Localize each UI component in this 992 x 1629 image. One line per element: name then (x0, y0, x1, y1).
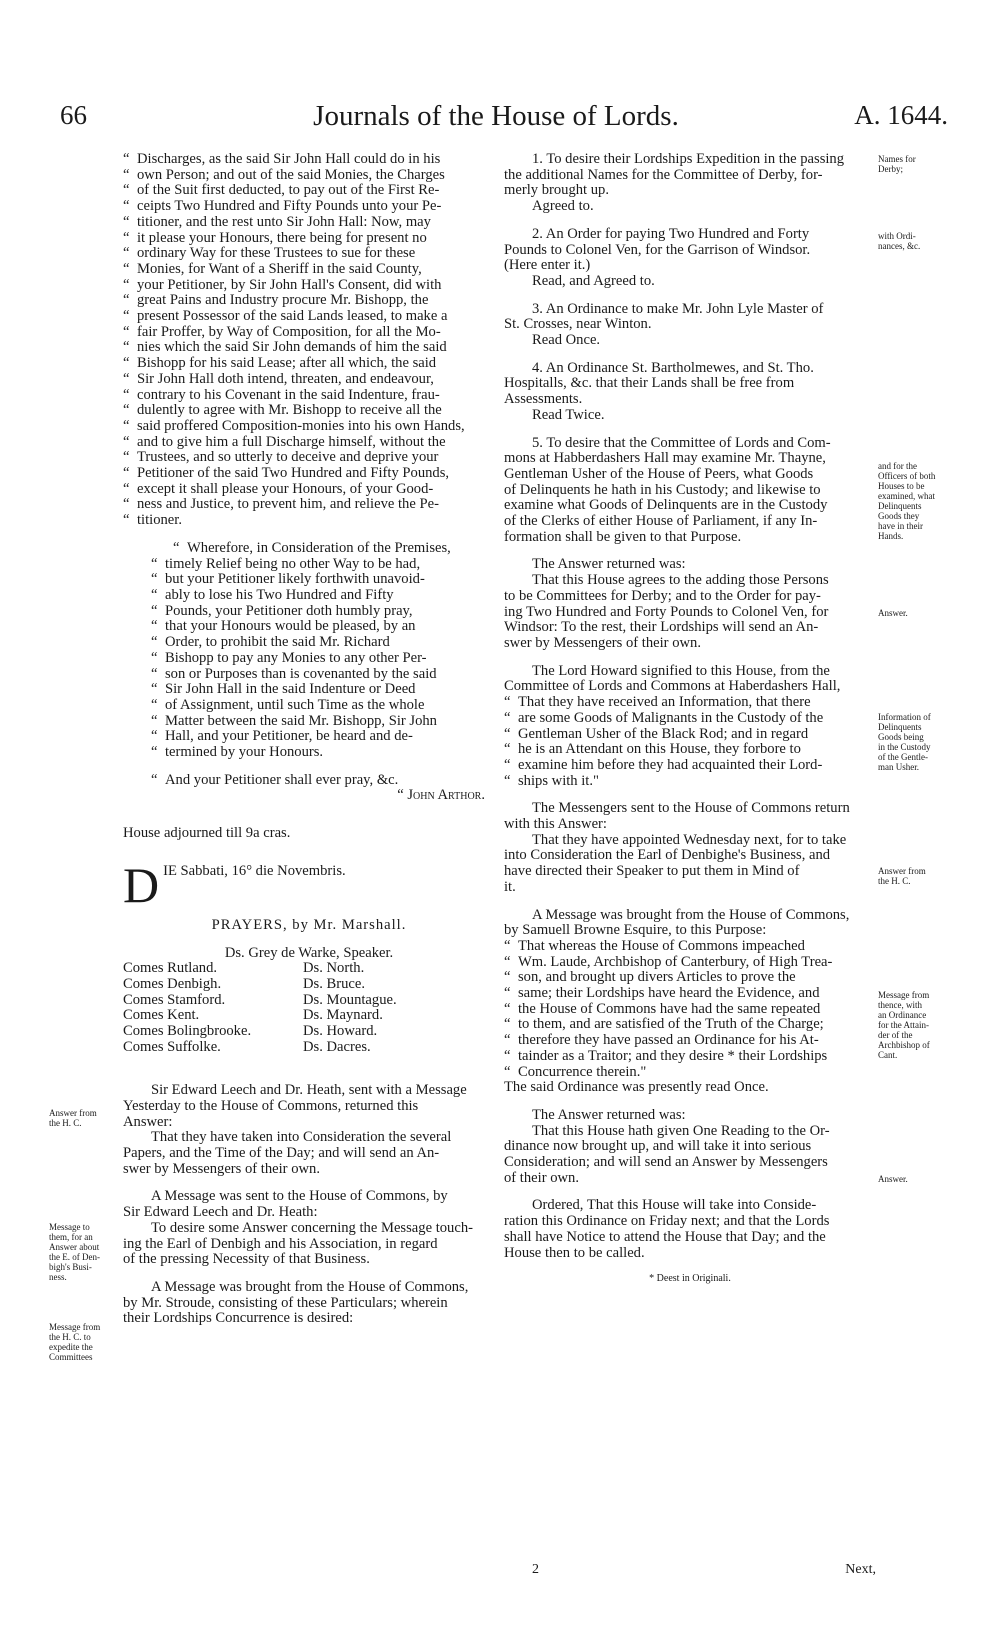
text-line: the E. of Den- (49, 1252, 100, 1262)
text-line: merly brought up. (504, 182, 609, 199)
members-left-list (123, 961, 251, 1055)
page-number: 66 (60, 100, 87, 130)
text-line: “ to them, and are satisfied of the Truth of the Charge; (504, 1016, 824, 1033)
text-line: 2. An Order for paying Two Hundred and Forty (532, 225, 810, 242)
text-line: Ds. North. (303, 960, 365, 977)
text-line: Delinquents (878, 501, 922, 511)
text-line: That they have appointed Wednesday next, for to take (532, 831, 847, 848)
text-line: “ nies which the said Sir John demands of him the said (123, 339, 447, 356)
text-line: Hands. (878, 531, 904, 541)
catchword: Next, (845, 1562, 876, 1577)
text-line: “ Matter between the said Mr. Bishopp, Sir John (151, 712, 437, 729)
item-4-read: Read Twice. (532, 406, 605, 423)
text-line: “ of Assignment, until such Time as the whole (151, 696, 425, 713)
text-line: “ of the Suit first deducted, to pay out of the First Re- (123, 182, 440, 199)
text-line: with Ordi- (878, 231, 916, 241)
members-right-list (303, 961, 397, 1055)
text-line: Goods they (878, 511, 920, 521)
text-line: Answer. (878, 608, 908, 618)
text-line: examine what Goods of Delinquents are in the Custody (504, 497, 828, 514)
text-line: “ ordinary Way for these Trustees to sue for these (123, 245, 416, 262)
text-line: “ Hall, and your Petitioner, be heard and de- (151, 728, 413, 745)
text-line: Names for (878, 154, 916, 164)
text-line: shall have Notice to attend the House that Day; and the (504, 1228, 826, 1245)
text-line: Gentleman Usher of the House of Peers, what Goods (504, 465, 814, 482)
text-line: Goods being (878, 732, 924, 742)
text-line: “ Order, to prohibit the said Mr. Richard (151, 634, 390, 651)
text-line: “ ness and Justice, to prevent him, and relieve the Pe- (123, 496, 439, 513)
text-line: Ds. Dacres. (303, 1038, 371, 1055)
text-line: “ it please your Honours, there being for present no (123, 229, 427, 246)
answer-returned-heading-2: The Answer returned was: (532, 1106, 686, 1123)
text-line: Answer about (49, 1242, 100, 1252)
text-line: Papers, and the Time of the Day; and will send an An- (123, 1145, 440, 1162)
text-line: in the Custody (878, 742, 931, 752)
text-line: “ titioner, and the rest unto Sir John Hall: Now, may (123, 213, 431, 230)
text-line: into Consideration the Earl of Denbighe's Business, and (504, 847, 831, 864)
drop-cap: D (123, 856, 160, 913)
text-line: Information of (878, 712, 931, 722)
text-line: “ dulently to agree with Mr. Bishopp to receive all the (123, 402, 442, 419)
text-line: of Delinquents he hath in his Custody; and likewise to (504, 481, 821, 498)
text-line: have directed their Speaker to put them in Mind of (504, 863, 800, 880)
text-line: “ Bishopp to pay any Monies to any other Per- (151, 649, 427, 666)
adjourned-line: House adjourned till 9a cras. (123, 825, 291, 842)
text-line: “ therefore they have passed an Ordinance for his At- (504, 1032, 819, 1049)
footnote: * Deest in Originali. (649, 1273, 731, 1285)
text-line: “ titioner. (123, 512, 182, 529)
text-line: Consideration; and will send an Answer by Messengers (504, 1154, 828, 1171)
text-line: Delinquents (878, 722, 922, 732)
text-line: Archbishop of (878, 1040, 930, 1050)
text-line: “ contrary to his Covenant in the said Indenture, frau- (123, 386, 440, 403)
text-line: formation shall be given to that Purpose. (504, 528, 742, 545)
message-sent (123, 1189, 495, 1220)
text-line: ration this Ordinance on Friday next; and that the Lords (504, 1213, 830, 1230)
item-2 (504, 227, 876, 274)
text-line: Ds. Maynard. (303, 1007, 383, 1024)
stroude-message (123, 1280, 495, 1327)
text-line: “ that your Honours would be pleased, by an (151, 618, 416, 635)
petition-text (123, 152, 495, 529)
text-line: to be Committees for Derby; and to the Order for pay- (504, 587, 821, 604)
browne-quote (504, 939, 876, 1080)
text-line: Message from (49, 1322, 101, 1332)
text-line: expedite the (49, 1342, 93, 1352)
text-line: the H. C. (49, 1118, 82, 1128)
text-line: of the Clerks of either House of Parliament, if any In- (504, 513, 818, 530)
ordinance-read: The said Ordinance was presently read Once. (504, 1079, 769, 1096)
text-line: To desire some Answer concerning the Message touch- (151, 1219, 473, 1236)
text-line: “ Sir John Hall in the said Indenture or Deed (151, 681, 416, 698)
text-line: Committee of Lords and Commons at Haberdashers Hall, (504, 678, 841, 695)
text-line: “ Trustees, and so utterly to deceive and deprive your (123, 449, 439, 466)
text-line: Comes Rutland. (123, 960, 218, 977)
item-3 (504, 302, 876, 333)
text-line: “ examine him before they had acquainted their Lord- (504, 756, 823, 773)
text-line: “ ships with it." (504, 772, 599, 789)
browne-message (504, 908, 876, 939)
text-line: the H. C. (878, 876, 911, 886)
howard-quote (504, 695, 876, 789)
text-line: man Usher. (878, 762, 919, 772)
text-line: Cant. (878, 1050, 898, 1060)
text-line: Message from (878, 990, 930, 1000)
running-title: Journals of the House of Lords. (313, 100, 679, 132)
text-line: “ Gentleman Usher of the Black Rod; and in regard (504, 725, 809, 742)
margin-note-message-denbigh (49, 1222, 117, 1282)
text-line: That they have taken into Consideration the several (151, 1129, 452, 1146)
margin-note-message-attainder (878, 990, 970, 1060)
ordered-paragraph (504, 1198, 876, 1261)
text-line: ing Two Hundred and Forty Pounds to Colonel Ven, for (504, 603, 829, 620)
messengers-return (504, 801, 876, 832)
text-line: A Message was brought from the House of Commons, (151, 1278, 469, 1295)
text-line: “ own Person; and out of the said Monies, the Charges (123, 166, 445, 183)
text-line: “ Wherefore, in Consideration of the Premises, (173, 539, 451, 556)
text-line: “ timely Relief being no other Way to be had, (151, 555, 421, 572)
text-line: and for the (878, 461, 917, 471)
answer-1 (504, 573, 876, 652)
text-line: Houses to be (878, 481, 925, 491)
text-line: “ son, and brought up divers Articles to prove the (504, 969, 796, 986)
text-line: “ but your Petitioner likely forthwith unavoid- (151, 571, 425, 588)
margin-note-answer-hc (878, 866, 970, 886)
text-line: “ That whereas the House of Commons impeached (504, 937, 805, 954)
text-line: “ termined by your Honours. (151, 744, 324, 761)
text-line: “ same; their Lordships have heard the Evidence, and (504, 985, 820, 1002)
item-4 (504, 361, 876, 408)
howard-report (504, 664, 876, 695)
text-line: Sir Edward Leech and Dr. Heath: (123, 1204, 318, 1221)
text-line: Comes Suffolke. (123, 1038, 221, 1055)
text-line: A Message was brought from the House of Commons, (532, 906, 850, 923)
text-line: ness. (49, 1272, 67, 1282)
text-line: “ he is an Attendant on this House, they forbore to (504, 741, 801, 758)
text-line: thence, with (878, 1000, 922, 1010)
text-line: dinance now brought up, and will take it into serious (504, 1138, 812, 1155)
text-line: A Message was sent to the House of Commons, by (151, 1188, 448, 1205)
text-line: “ Wm. Laude, Archbishop of Canterbury, of High Trea- (504, 953, 833, 970)
text-line: with this Answer: (504, 816, 607, 833)
text-line: The Messengers sent to the House of Commons return (532, 800, 850, 817)
item-1-agreed: Agreed to. (532, 198, 594, 215)
text-line: That this House hath given One Reading to the Or- (532, 1122, 830, 1139)
text-line: Comes Denbigh. (123, 975, 222, 992)
text-line: der of the (878, 1030, 913, 1040)
answer-2 (504, 1124, 876, 1187)
text-line: them, for an (49, 1232, 93, 1242)
text-line: Assessments. (504, 391, 583, 408)
text-line: “ Pounds, your Petitioner doth humbly pray, (151, 602, 413, 619)
margin-note-officers (878, 461, 970, 541)
text-line: “ and to give him a full Discharge himself, without the (123, 433, 446, 450)
margin-note-answer-2 (878, 1174, 970, 1184)
text-line: “ great Pains and Industry procure Mr. Bishopp, the (123, 292, 429, 309)
text-line: Ds. Bruce. (303, 975, 366, 992)
text-line: Windsor: To the rest, their Lordships will send an An- (504, 619, 819, 636)
page-header (0, 100, 992, 144)
text-line: an Ordinance (878, 1010, 927, 1020)
text-line: by Samuell Browne Esquire, to this Purpose: (504, 922, 767, 939)
text-line: “ Monies, for Want of a Sheriff in the said County, (123, 260, 422, 277)
text-line: “ son or Purposes than is covenanted by the said (151, 665, 437, 682)
signature-mark: 2 (532, 1562, 539, 1577)
text-line: Yesterday to the House of Commons, returned this (123, 1097, 419, 1114)
text-line: Sir Edward Leech and Dr. Heath, sent with a Message (151, 1082, 467, 1099)
item-5 (504, 436, 876, 546)
text-line: 4. An Ordinance St. Bartholmewes, and St. Tho. (532, 359, 814, 376)
leech-report (123, 1083, 495, 1130)
petition-signature: “ John Arthor. (397, 787, 485, 804)
text-line: Pounds to Colonel Ven, for the Garrison of Windsor. (504, 241, 811, 258)
text-line: Comes Stamford. (123, 991, 226, 1008)
text-line: The Lord Howard signified to this House, from the (532, 662, 830, 679)
text-line: House then to be called. (504, 1244, 645, 1261)
text-line: “ ably to lose his Two Hundred and Fifty (151, 586, 394, 603)
text-line: (Here enter it.) (504, 257, 591, 274)
text-line: it. (504, 878, 516, 895)
text-line: “ fair Proffer, by Way of Composition, for all the Mo- (123, 323, 441, 340)
text-line: Message to (49, 1222, 90, 1232)
text-line: nances, &c. (878, 241, 921, 251)
text-line: 1. To desire their Lordships Expedition in the passing (532, 151, 845, 167)
text-line: for the Attain- (878, 1020, 929, 1030)
text-line: “ That they have received an Information, that there (504, 694, 811, 711)
right-column (504, 152, 876, 1287)
text-line: mons at Habberdashers Hall may examine Mr. Thayne, (504, 450, 826, 467)
text-line: “ except it shall please your Honours, of your Good- (123, 480, 434, 497)
text-line: Answer from (49, 1108, 97, 1118)
text-line: St. Crosses, near Winton. (504, 316, 652, 333)
text-line: Answer: (123, 1113, 173, 1130)
text-line: their Lordships Concurrence is desired: (123, 1310, 354, 1327)
text-line: Comes Bolingbrooke. (123, 1023, 252, 1040)
text-line: “ ceipts Two Hundred and Fifty Pounds unto your Pe- (123, 198, 442, 215)
text-line: “ tainder as a Traitor; and they desire * their Lordships (504, 1047, 828, 1064)
messengers-answer (504, 833, 876, 896)
text-line: That this House agrees to the adding those Persons (532, 572, 829, 589)
text-line: Committees (49, 1352, 93, 1362)
message-desire (123, 1221, 495, 1268)
text-line: swer by Messengers of their own. (123, 1160, 320, 1177)
text-line: “ are some Goods of Malignants in the Custody of the (504, 709, 824, 726)
speaker-line: Ds. Grey de Warke, Speaker. (224, 944, 394, 961)
text-line: Derby; (878, 164, 903, 174)
text-line: 5. To desire that the Committee of Lords and Com- (532, 434, 831, 451)
text-line: by Mr. Stroude, consisting of these Particulars; wherein (123, 1294, 448, 1311)
margin-note-names-derby (878, 154, 970, 174)
text-line: of their own. (504, 1169, 579, 1186)
text-line: 3. An Ordinance to make Mr. John Lyle Master of (532, 300, 824, 317)
text-line: the H. C. to (49, 1332, 91, 1342)
members-present (123, 961, 495, 1071)
date-text: IE Sabbati, 16° die Novembris. (163, 862, 346, 879)
text-line: “ Sir John Hall doth intend, threaten, and endeavour, (123, 370, 434, 387)
text-line: bigh's Busi- (49, 1262, 92, 1272)
text-line: have in their (878, 521, 923, 531)
text-line: of the Gentle- (878, 752, 928, 762)
text-line: Ds. Howard. (303, 1023, 378, 1040)
text-line: the additional Names for the Committee of Derby, for- (504, 166, 823, 183)
session-date (123, 856, 495, 913)
text-line: Comes Kent. (123, 1007, 200, 1024)
margin-note-answer (878, 608, 970, 618)
text-line: “ Discharges, as the said Sir John Hall could do in his (123, 151, 441, 167)
item-1 (504, 152, 876, 199)
page-footer (504, 1562, 876, 1592)
text-line: examined, what (878, 491, 935, 501)
prayers-line: PRAYERS, by Mr. Marshall. (211, 916, 407, 933)
item-3-read: Read Once. (532, 332, 601, 349)
text-line: “ said proffered Composition-monies into his own Hands, (123, 417, 465, 434)
text-line: “ present Possessor of the said Lands leased, to make a (123, 308, 448, 325)
pray-line: “ And your Petitioner shall ever pray, &c. (151, 771, 399, 788)
year-heading: A. 1644. (854, 100, 948, 130)
item-2-agreed: Read, and Agreed to. (532, 272, 655, 289)
leech-answer (123, 1130, 495, 1177)
text-line: Hospitalls, &c. that their Lands shall be free from (504, 375, 795, 392)
margin-note-answer-hc (49, 1108, 117, 1128)
text-line: Officers of both (878, 471, 936, 481)
text-line: “ Bishopp for his said Lease; after all which, the said (123, 355, 437, 372)
text-line: “ the House of Commons have had the same repeated (504, 1000, 821, 1017)
margin-note-information (878, 712, 970, 772)
text-line: “ Petitioner of the said Two Hundred and Fifty Pounds, (123, 465, 450, 482)
text-line: swer by Messengers of their own. (504, 634, 701, 651)
text-line: “ your Petitioner, by Sir John Hall's Consent, did with (123, 276, 442, 293)
text-line: Ordered, That this House will take into Conside- (532, 1197, 817, 1214)
answer-returned-heading: The Answer returned was: (532, 556, 686, 573)
wherefore-text (123, 541, 495, 761)
text-line: Answer from (878, 866, 926, 876)
text-line: Ds. Mountague. (303, 991, 397, 1008)
margin-note-message-committees (49, 1322, 117, 1362)
text-line: of the pressing Necessity of that Business. (123, 1251, 370, 1268)
left-column (123, 152, 495, 1327)
margin-note-ordinances (878, 231, 970, 251)
text-line: Answer. (878, 1174, 908, 1184)
text-line: ing the Earl of Denbigh and his Association, in regard (123, 1235, 438, 1252)
text-line: “ Concurrence therein." (504, 1063, 647, 1080)
